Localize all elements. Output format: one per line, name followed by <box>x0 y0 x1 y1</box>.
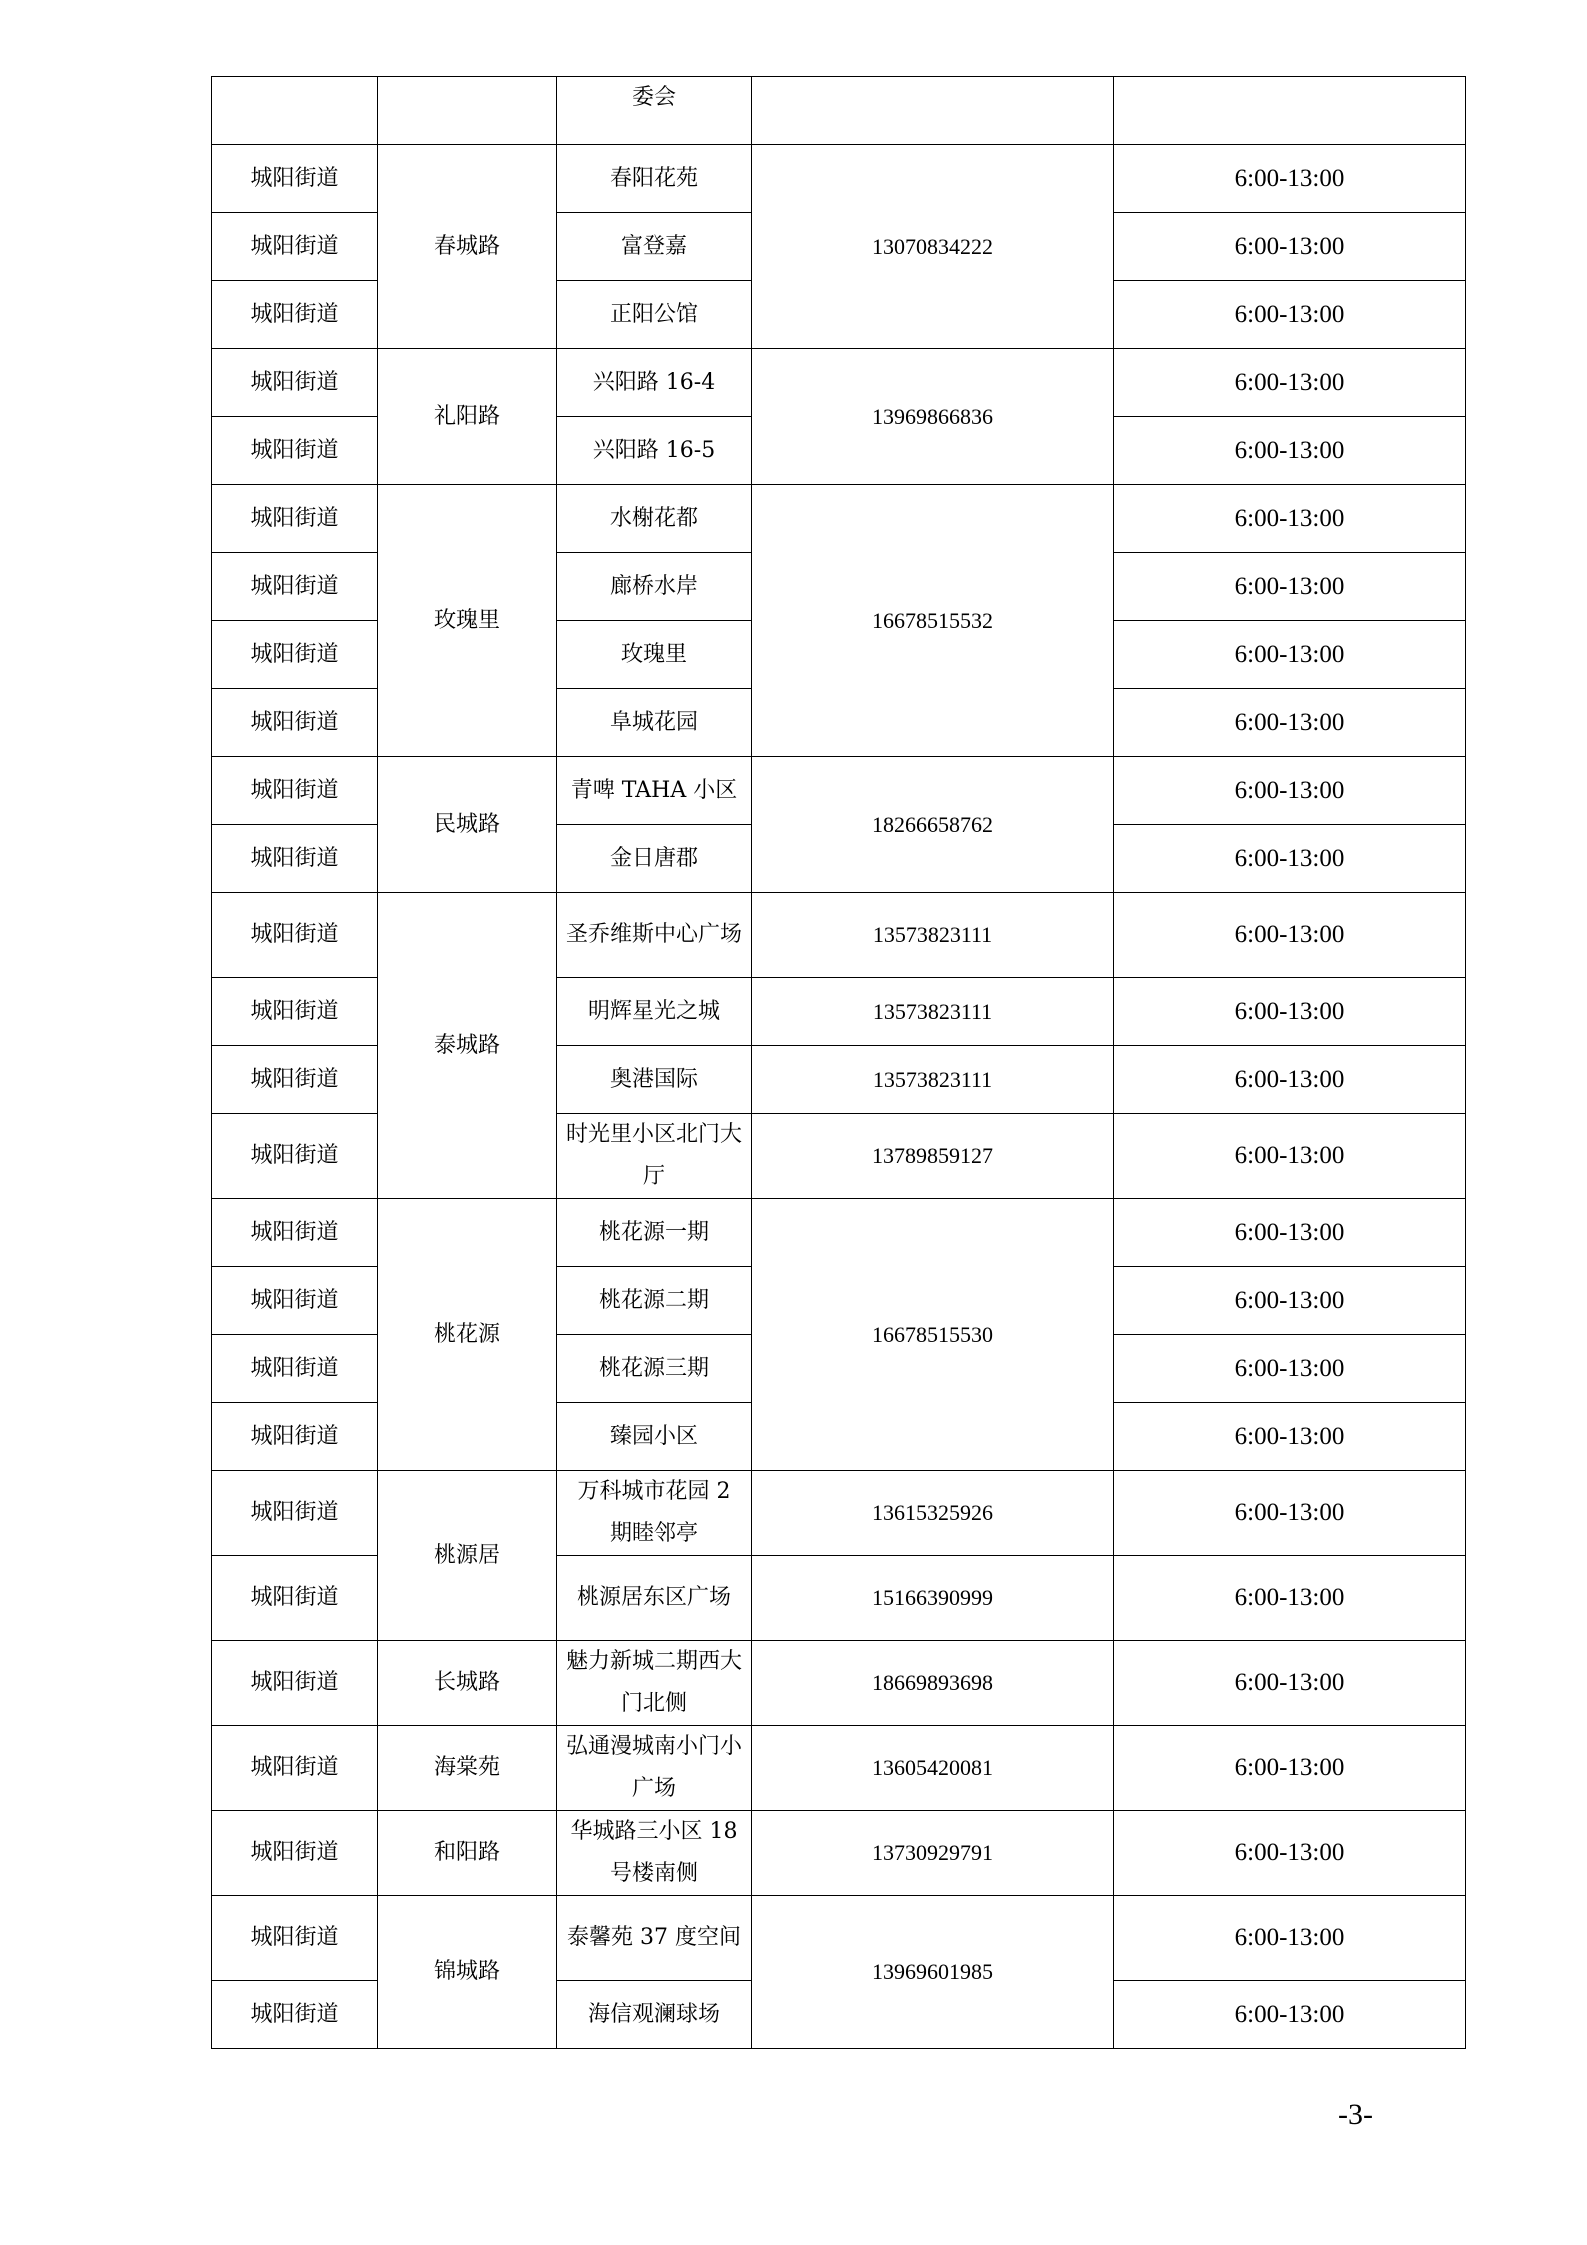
time-cell: 6:00-13:00 <box>1114 485 1466 553</box>
street-cell: 城阳街道 <box>212 1981 378 2049</box>
community-cell: 和阳路 <box>378 1811 557 1896</box>
place-cell: 兴阳路 16-5 <box>557 417 752 485</box>
place-cell: 时光里小区北门大厅 <box>557 1114 752 1199</box>
community-cell: 桃源居 <box>378 1471 557 1641</box>
phone-cell: 13070834222 <box>752 145 1114 349</box>
place-cell: 廊桥水岸 <box>557 553 752 621</box>
page-number: -3- <box>1338 2098 1373 2131</box>
place-cell: 桃花源三期 <box>557 1335 752 1403</box>
time-cell: 6:00-13:00 <box>1114 893 1466 978</box>
community-cell: 礼阳路 <box>378 349 557 485</box>
street-cell: 城阳街道 <box>212 145 378 213</box>
time-cell: 6:00-13:00 <box>1114 1199 1466 1267</box>
time-cell: 6:00-13:00 <box>1114 1335 1466 1403</box>
street-cell: 城阳街道 <box>212 417 378 485</box>
place-cell: 桃花源一期 <box>557 1199 752 1267</box>
table-row <box>212 1641 1466 1726</box>
table-row <box>212 349 1466 417</box>
time-cell: 6:00-13:00 <box>1114 1811 1466 1896</box>
phone-cell: 16678515532 <box>752 485 1114 757</box>
phone-cell: 18266658762 <box>752 757 1114 893</box>
place-cell: 万科城市花园 2 期睦邻亭 <box>557 1471 752 1556</box>
time-cell: 6:00-13:00 <box>1114 1046 1466 1114</box>
table-row <box>212 893 1466 978</box>
table-row <box>212 77 1466 145</box>
table-row <box>212 1896 1466 1981</box>
time-cell: 6:00-13:00 <box>1114 553 1466 621</box>
community-cell: 玫瑰里 <box>378 485 557 757</box>
community-cell: 泰城路 <box>378 893 557 1199</box>
street-cell: 城阳街道 <box>212 1896 378 1981</box>
place-cell: 桃花源二期 <box>557 1267 752 1335</box>
street-cell: 城阳街道 <box>212 1556 378 1641</box>
place-cell: 委会 <box>557 77 752 145</box>
phone-cell: 18669893698 <box>752 1641 1114 1726</box>
street-cell: 城阳街道 <box>212 485 378 553</box>
table-row <box>212 1471 1466 1556</box>
community-cell: 民城路 <box>378 757 557 893</box>
street-cell: 城阳街道 <box>212 1641 378 1726</box>
street-cell: 城阳街道 <box>212 213 378 281</box>
street-cell: 城阳街道 <box>212 1114 378 1199</box>
place-cell: 玫瑰里 <box>557 621 752 689</box>
time-cell: 6:00-13:00 <box>1114 1641 1466 1726</box>
place-cell: 明辉星光之城 <box>557 978 752 1046</box>
street-cell: 城阳街道 <box>212 1199 378 1267</box>
street-cell: 城阳街道 <box>212 281 378 349</box>
place-cell: 正阳公馆 <box>557 281 752 349</box>
time-cell: 6:00-13:00 <box>1114 145 1466 213</box>
phone-cell: 13789859127 <box>752 1114 1114 1199</box>
time-cell: 6:00-13:00 <box>1114 757 1466 825</box>
place-cell: 春阳花苑 <box>557 145 752 213</box>
time-cell: 6:00-13:00 <box>1114 1556 1466 1641</box>
street-cell: 城阳街道 <box>212 893 378 978</box>
street-cell: 城阳街道 <box>212 1335 378 1403</box>
street-cell: 城阳街道 <box>212 349 378 417</box>
table-cell <box>1114 77 1466 145</box>
table-row <box>212 145 1466 213</box>
table-cell <box>378 77 557 145</box>
place-cell: 臻园小区 <box>557 1403 752 1471</box>
phone-cell: 13969601985 <box>752 1896 1114 2049</box>
street-cell: 城阳街道 <box>212 1046 378 1114</box>
time-cell: 6:00-13:00 <box>1114 1896 1466 1981</box>
street-cell: 城阳街道 <box>212 825 378 893</box>
place-cell: 阜城花园 <box>557 689 752 757</box>
table-row <box>212 485 1466 553</box>
street-cell: 城阳街道 <box>212 1471 378 1556</box>
place-cell: 泰馨苑 37 度空间 <box>557 1896 752 1981</box>
table-row <box>212 1199 1466 1267</box>
place-cell: 桃源居东区广场 <box>557 1556 752 1641</box>
time-cell: 6:00-13:00 <box>1114 281 1466 349</box>
time-cell: 6:00-13:00 <box>1114 825 1466 893</box>
place-cell: 海信观澜球场 <box>557 1981 752 2049</box>
street-cell: 城阳街道 <box>212 1811 378 1896</box>
phone-cell: 13573823111 <box>752 893 1114 978</box>
phone-cell: 15166390999 <box>752 1556 1114 1641</box>
community-cell: 春城路 <box>378 145 557 349</box>
time-cell: 6:00-13:00 <box>1114 213 1466 281</box>
community-cell: 锦城路 <box>378 1896 557 2049</box>
phone-cell: 16678515530 <box>752 1199 1114 1471</box>
table-cell <box>752 77 1114 145</box>
street-cell: 城阳街道 <box>212 1726 378 1811</box>
place-cell: 弘通漫城南小门小广场 <box>557 1726 752 1811</box>
street-cell: 城阳街道 <box>212 757 378 825</box>
place-cell: 水榭花都 <box>557 485 752 553</box>
street-cell: 城阳街道 <box>212 1267 378 1335</box>
time-cell: 6:00-13:00 <box>1114 417 1466 485</box>
street-cell: 城阳街道 <box>212 978 378 1046</box>
time-cell: 6:00-13:00 <box>1114 689 1466 757</box>
street-cell: 城阳街道 <box>212 689 378 757</box>
phone-cell: 13969866836 <box>752 349 1114 485</box>
time-cell: 6:00-13:00 <box>1114 1981 1466 2049</box>
time-cell: 6:00-13:00 <box>1114 1267 1466 1335</box>
place-cell: 魅力新城二期西大门北侧 <box>557 1641 752 1726</box>
time-cell: 6:00-13:00 <box>1114 978 1466 1046</box>
place-cell: 奥港国际 <box>557 1046 752 1114</box>
community-sampling-table <box>211 76 1466 2049</box>
table-row <box>212 1811 1466 1896</box>
table-row <box>212 757 1466 825</box>
phone-cell: 13615325926 <box>752 1471 1114 1556</box>
time-cell: 6:00-13:00 <box>1114 1403 1466 1471</box>
time-cell: 6:00-13:00 <box>1114 1471 1466 1556</box>
phone-cell: 13573823111 <box>752 1046 1114 1114</box>
street-cell: 城阳街道 <box>212 553 378 621</box>
time-cell: 6:00-13:00 <box>1114 349 1466 417</box>
time-cell: 6:00-13:00 <box>1114 1114 1466 1199</box>
community-cell: 长城路 <box>378 1641 557 1726</box>
community-cell: 海棠苑 <box>378 1726 557 1811</box>
place-cell: 青啤 TAHA 小区 <box>557 757 752 825</box>
place-cell: 圣乔维斯中心广场 <box>557 893 752 978</box>
time-cell: 6:00-13:00 <box>1114 621 1466 689</box>
street-cell: 城阳街道 <box>212 621 378 689</box>
phone-cell: 13605420081 <box>752 1726 1114 1811</box>
time-cell: 6:00-13:00 <box>1114 1726 1466 1811</box>
place-cell: 兴阳路 16-4 <box>557 349 752 417</box>
table-cell <box>212 77 378 145</box>
table-row <box>212 1726 1466 1811</box>
phone-cell: 13573823111 <box>752 978 1114 1046</box>
place-cell: 富登嘉 <box>557 213 752 281</box>
community-cell: 桃花源 <box>378 1199 557 1471</box>
place-cell: 金日唐郡 <box>557 825 752 893</box>
street-cell: 城阳街道 <box>212 1403 378 1471</box>
phone-cell: 13730929791 <box>752 1811 1114 1896</box>
place-cell: 华城路三小区 18 号楼南侧 <box>557 1811 752 1896</box>
